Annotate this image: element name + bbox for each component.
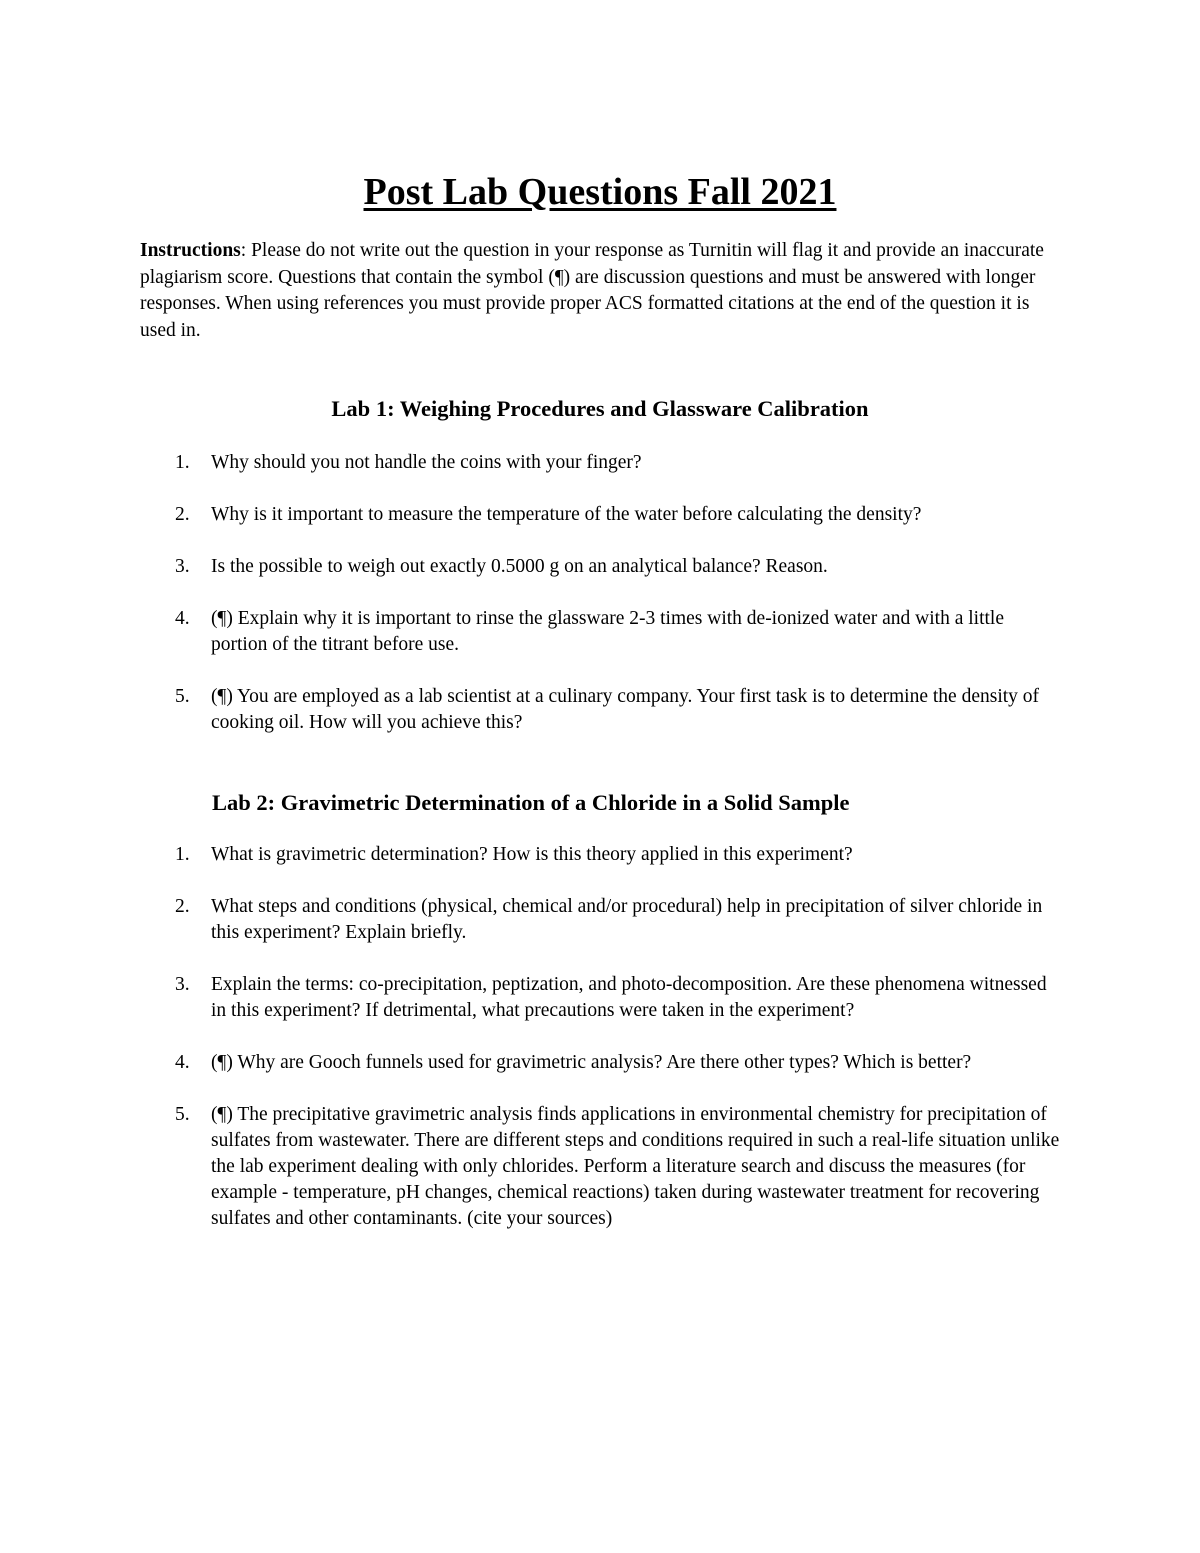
question-item — [0, 684, 1061, 736]
question-text: (¶) The precipitative gravimetric analysis finds applications in environmental chemistry for precipitation of sulfates from wastewater. There are different steps and conditions required in such a real-life situation unlike the lab experiment dealing with only chlorides. Perform a literature search and discuss the measures (for example - temperature, pH changes, chemical reactions) taken during wastewater treatment for recovering sulfates and other contaminants. (cite your sources) — [211, 1104, 1060, 1229]
question-text: Explain the terms: co-precipitation, peptization, and photo-decomposition. Are these phenomena witnessed in this experiment? If detrimental, what precautions were taken in the experiment? — [211, 974, 1047, 1021]
question-number: 3. — [175, 556, 190, 577]
question-item — [0, 842, 1061, 868]
instructions-paragraph — [140, 238, 1060, 344]
question-item — [0, 894, 1061, 946]
question-item — [0, 450, 1061, 476]
question-text: (¶) Explain why it is important to rinse the glassware 2-3 times with de-ionized water and with a little portion of the titrant before use. — [211, 608, 1004, 655]
question-number: 2. — [175, 504, 190, 525]
question-number: 3. — [175, 974, 190, 995]
question-text: What is gravimetric determination? How is this theory applied in this experiment? — [211, 844, 853, 865]
question-text: Why is it important to measure the temperature of the water before calculating the density? — [211, 504, 922, 525]
question-item — [0, 1050, 1061, 1076]
instructions-label: Instructions — [140, 240, 241, 261]
question-item — [0, 606, 1061, 658]
question-number: 4. — [175, 608, 190, 629]
question-number: 5. — [175, 1104, 190, 1125]
question-item — [0, 502, 1061, 528]
question-number: 5. — [175, 686, 190, 707]
question-number: 1. — [175, 844, 190, 865]
question-number: 2. — [175, 896, 190, 917]
question-text: Is the possible to weigh out exactly 0.5000 g on an analytical balance? Reason. — [211, 556, 828, 577]
question-item — [0, 1102, 1061, 1232]
lab-2-heading: Lab 2: Gravimetric Determination of a Chloride in a Solid Sample — [212, 790, 850, 815]
lab-1-question-list — [0, 450, 1200, 762]
lab-2-question-list — [0, 842, 1200, 1258]
question-text: What steps and conditions (physical, chemical and/or procedural) help in precipitation of silver chloride in this experiment? Explain briefly. — [211, 896, 1043, 943]
question-text: (¶) You are employed as a lab scientist at a culinary company. Your first task is to determine the density of cooking oil. How will you achieve this? — [211, 686, 1040, 733]
page-title: Post Lab Questions Fall 2021 — [363, 171, 837, 213]
question-text: Why should you not handle the coins with your finger? — [211, 452, 642, 473]
question-number: 1. — [175, 452, 190, 473]
question-number: 4. — [175, 1052, 190, 1073]
question-item — [0, 554, 1061, 580]
lab-1-heading: Lab 1: Weighing Procedures and Glassware Calibration — [331, 396, 869, 421]
question-text: (¶) Why are Gooch funnels used for gravimetric analysis? Are there other types? Which is better? — [211, 1052, 972, 1073]
instructions-text: : Please do not write out the question in your response as Turnitin will flag it and provide an inaccurate plagiarism score. Questions that contain the symbol (¶) are discussion questions and must be answered with longer responses. When using references you must provide proper ACS formatted citations at the end of the question it is used in. — [140, 240, 1044, 341]
question-item — [0, 972, 1061, 1024]
